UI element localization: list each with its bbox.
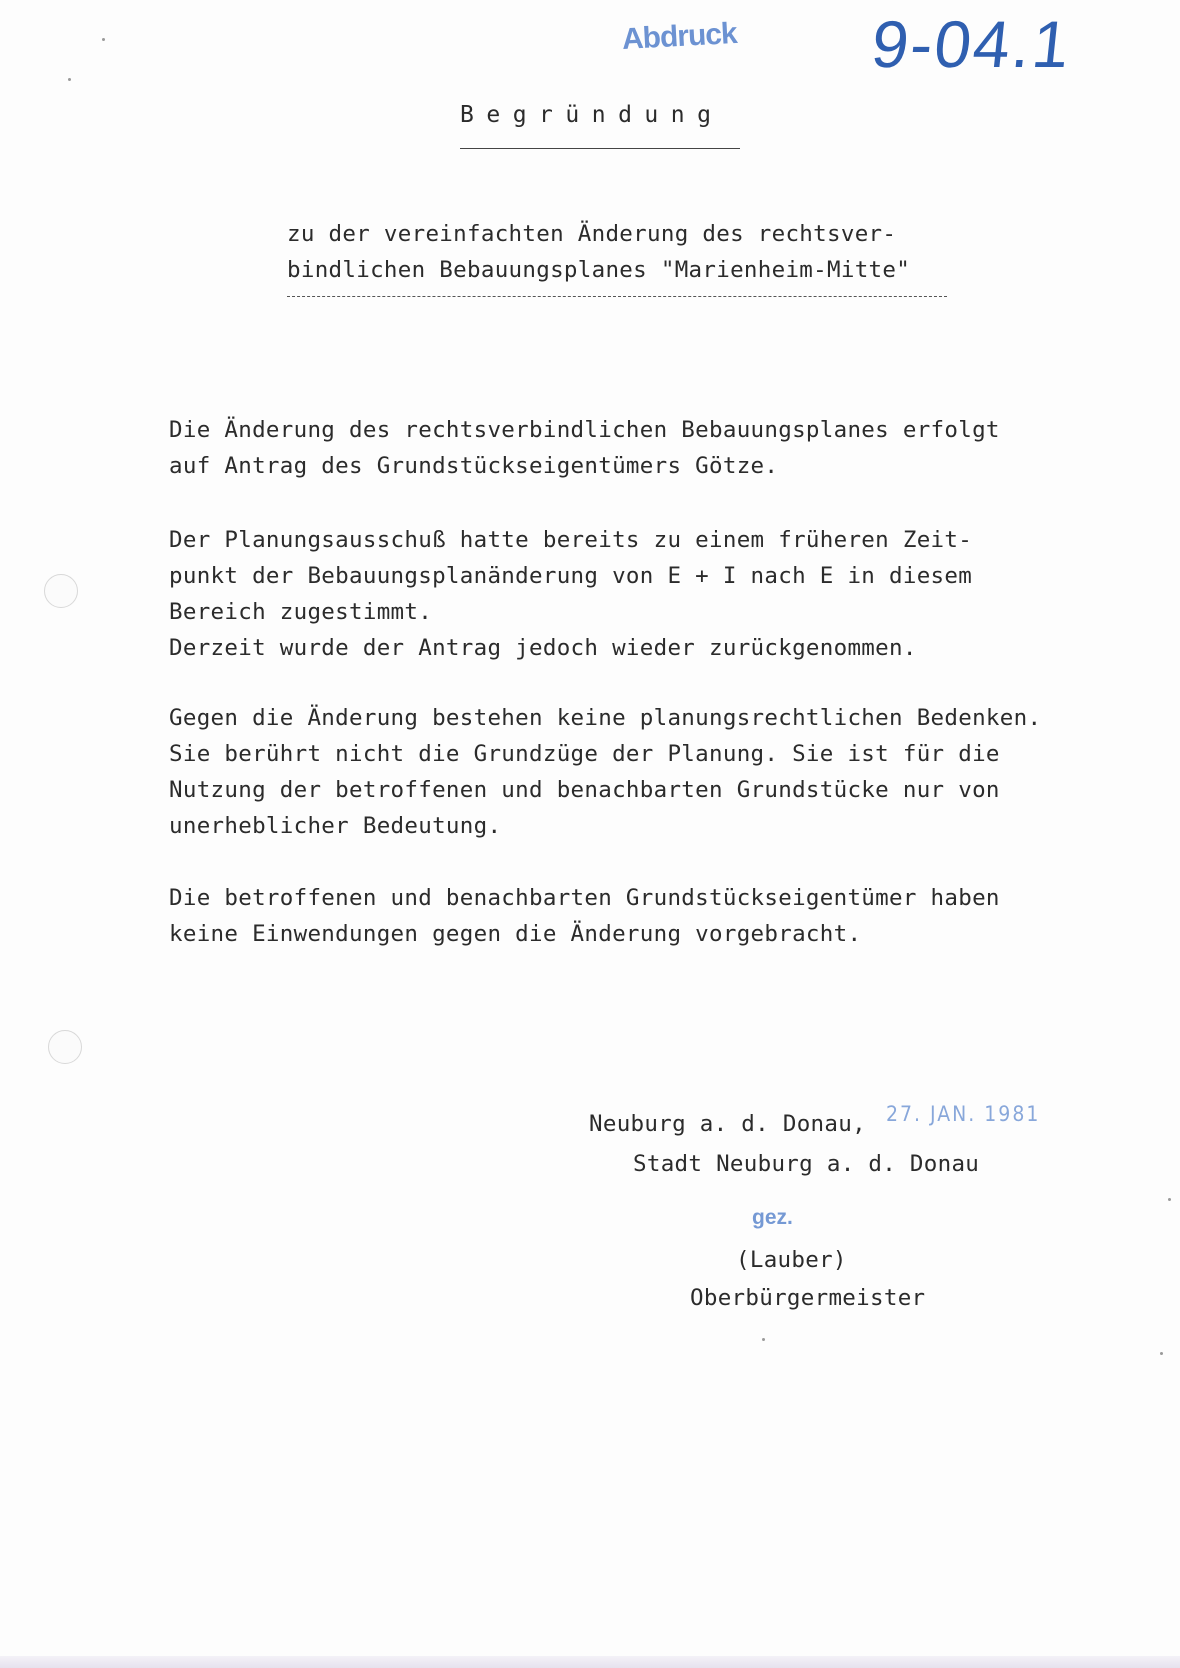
paragraph-2-line-4: Derzeit wurde der Antrag jedoch wieder zurückgenommen. xyxy=(169,635,917,661)
signature-authority: Stadt Neuburg a. d. Donau xyxy=(633,1151,980,1177)
signatory-role: Oberbürgermeister xyxy=(690,1285,926,1311)
paragraph-2-line-1: Der Planungsausschuß hatte bereits zu einem früheren Zeit- xyxy=(169,527,973,553)
paragraph-1-line-2: auf Antrag des Grundstückseigentümers Götze. xyxy=(169,453,779,479)
punch-hole-top xyxy=(44,574,78,608)
paragraph-1-line-1: Die Änderung des rechtsverbindlichen Bebauungsplanes erfolgt xyxy=(169,417,1000,443)
subtitle-line-1: zu der vereinfachten Änderung des rechtsver- xyxy=(287,221,897,247)
date-stamp: 27. JAN. 1981 xyxy=(886,1102,1041,1126)
paragraph-3-line-3: Nutzung der betroffenen und benachbarten Grundstücke nur von xyxy=(169,777,1000,803)
handwritten-reference: 9-04.1 xyxy=(868,7,1076,81)
gez-stamp: gez. xyxy=(752,1206,793,1229)
scan-speck xyxy=(1168,1198,1171,1201)
punch-hole-bottom xyxy=(48,1030,82,1064)
paragraph-3-line-2: Sie berührt nicht die Grundzüge der Planung. Sie ist für die xyxy=(169,741,1000,767)
page-bottom-edge xyxy=(0,1656,1180,1668)
paragraph-3-line-4: unerheblicher Bedeutung. xyxy=(169,813,502,839)
abdruck-stamp: Abdruck xyxy=(621,17,738,56)
paragraph-3-line-1: Gegen die Änderung bestehen keine planungsrechtlichen Bedenken. xyxy=(169,705,1042,731)
document-title: Begründung xyxy=(460,102,724,128)
paragraph-2-line-3: Bereich zugestimmt. xyxy=(169,599,433,625)
paragraph-4-line-1: Die betroffenen und benachbarten Grundstückseigentümer haben xyxy=(169,885,1000,911)
signature-place: Neuburg a. d. Donau, xyxy=(589,1111,866,1137)
scan-speck xyxy=(102,38,105,41)
paragraph-2-line-2: punkt der Bebauungsplanänderung von E + I nach E in diesem xyxy=(169,563,973,589)
subtitle-line-2: bindlichen Bebauungsplanes "Marienheim-Mitte" xyxy=(287,257,911,283)
signatory-name: (Lauber) xyxy=(736,1247,847,1273)
scan-speck xyxy=(68,78,71,81)
scan-speck xyxy=(1160,1352,1163,1355)
scan-speck xyxy=(762,1338,765,1341)
title-underline xyxy=(460,148,740,149)
paragraph-4-line-2: keine Einwendungen gegen die Änderung vorgebracht. xyxy=(169,921,862,947)
subtitle-underline xyxy=(287,296,947,297)
